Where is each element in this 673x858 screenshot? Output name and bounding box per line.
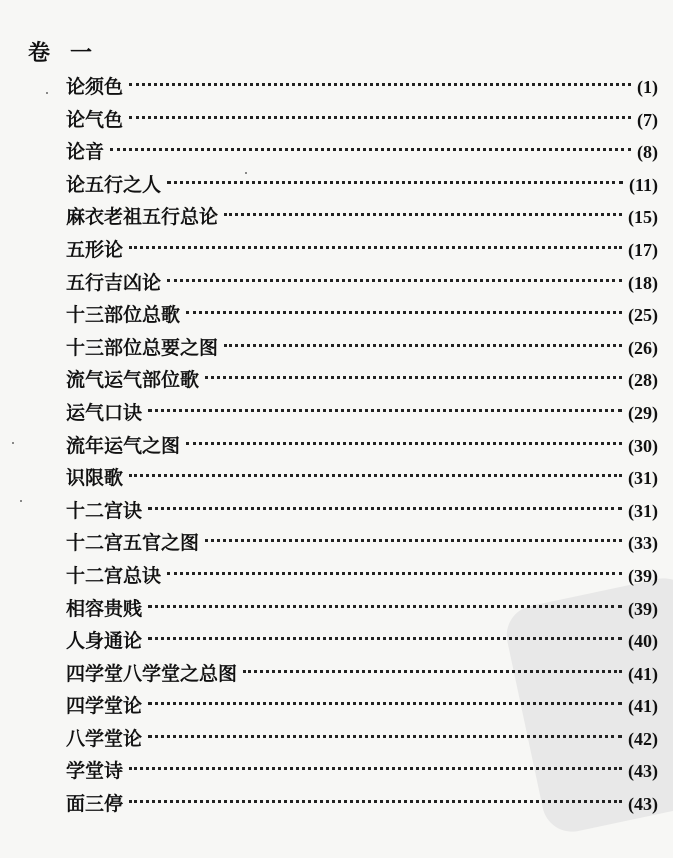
toc-entry-title: 十二宫五官之图	[66, 532, 200, 555]
toc-entry[interactable]	[66, 299, 658, 332]
toc-entry-page: (39)	[628, 598, 658, 619]
dot-leader	[224, 213, 622, 216]
toc-entry[interactable]	[66, 364, 658, 397]
toc-entry-title: 十二宫总诀	[66, 564, 162, 587]
dot-leader	[205, 539, 622, 542]
toc-entry-page: (29)	[628, 402, 658, 423]
toc-entry-title: 四学堂论	[66, 695, 143, 718]
toc-entry-title: 流气运气部位歌	[66, 369, 200, 392]
toc-entry-title: 论五行之人	[66, 173, 162, 196]
dot-leader	[129, 800, 622, 803]
dot-leader	[148, 409, 622, 412]
toc-entry-title: 学堂诗	[66, 760, 124, 783]
toc-entry-page: (11)	[629, 174, 658, 195]
toc-entry-page: (43)	[628, 794, 658, 815]
toc-entry-page: (31)	[628, 500, 658, 521]
toc-entry[interactable]	[66, 527, 658, 560]
toc-entry-page: (40)	[628, 631, 658, 652]
toc-entry[interactable]	[66, 462, 658, 495]
dot-leader	[148, 507, 622, 510]
dot-leader	[148, 605, 622, 608]
toc-entry-title: 五行吉凶论	[66, 271, 162, 294]
toc-entry[interactable]	[66, 267, 658, 300]
dot-leader	[186, 442, 622, 445]
toc-entry-title: 相容贵贱	[66, 597, 143, 620]
toc-entry-page: (17)	[628, 239, 658, 260]
dot-leader	[243, 670, 622, 673]
toc-entry[interactable]	[66, 658, 658, 691]
toc-entry[interactable]	[66, 397, 658, 430]
toc-entry[interactable]	[66, 234, 658, 267]
toc-entry-title: 运气口诀	[66, 401, 143, 424]
toc-entry[interactable]	[66, 430, 658, 463]
toc-entry-page: (18)	[628, 272, 658, 293]
toc-entry[interactable]	[66, 71, 658, 104]
toc-entry-title: 人身通论	[66, 630, 143, 653]
toc-entry-title: 十二宫诀	[66, 499, 143, 522]
dot-leader	[167, 572, 622, 575]
toc-entry-page: (33)	[628, 533, 658, 554]
toc-entry-page: (8)	[637, 142, 658, 163]
toc-entry-title: 八学堂论	[66, 727, 143, 750]
toc-entry-page: (26)	[628, 337, 658, 358]
toc-entry-page: (41)	[628, 663, 658, 684]
dot-leader	[186, 311, 622, 314]
volume-heading	[28, 36, 94, 67]
scan-speck	[46, 92, 48, 94]
toc-entry[interactable]	[66, 593, 658, 626]
toc-entry[interactable]	[66, 690, 658, 723]
toc-entry-page: (30)	[628, 435, 658, 456]
dot-leader	[224, 344, 622, 347]
toc-entry-title: 十三部位总要之图	[66, 336, 219, 359]
toc-entry-page: (1)	[637, 77, 658, 97]
dot-leader	[205, 376, 622, 379]
toc-entry-title: 麻衣老祖五行总论	[66, 206, 219, 229]
toc-entry[interactable]	[66, 723, 658, 756]
toc-entry[interactable]	[66, 201, 658, 234]
dot-leader	[148, 735, 622, 738]
toc-entry-page: (42)	[628, 728, 658, 749]
dot-leader	[110, 148, 631, 151]
toc-entry-page: (41)	[628, 696, 658, 717]
scan-speck	[20, 500, 22, 502]
toc-entry[interactable]	[66, 332, 658, 365]
dot-leader	[148, 702, 622, 705]
toc-entry[interactable]	[66, 560, 658, 593]
toc-entry-title: 十三部位总歌	[66, 304, 181, 327]
toc-entry-page: (7)	[637, 109, 658, 130]
toc-entry-title: 论音	[66, 141, 105, 164]
toc-entry-title: 识限歌	[66, 467, 124, 490]
toc-entry[interactable]	[66, 104, 658, 137]
toc-entry-page: (28)	[628, 370, 658, 391]
toc-entry-page: (25)	[628, 305, 658, 326]
dot-leader	[129, 474, 622, 477]
toc-entry[interactable]	[66, 495, 658, 528]
toc-entry-page: (31)	[628, 468, 658, 489]
toc-entry-title: 五形论	[66, 238, 124, 261]
toc-entry-title: 论气色	[66, 108, 124, 131]
dot-leader	[148, 637, 622, 640]
toc-entry-page: (15)	[628, 207, 658, 228]
dot-leader	[129, 767, 622, 770]
toc-entry[interactable]	[66, 136, 658, 169]
dot-leader	[167, 181, 623, 184]
dot-leader	[129, 83, 631, 86]
dot-leader	[129, 246, 622, 249]
scan-speck	[12, 442, 14, 444]
toc-entry-page: (39)	[628, 565, 658, 586]
volume-label: 卷	[28, 40, 53, 66]
toc-entry-title: 流年运气之图	[66, 434, 181, 457]
dot-leader	[167, 279, 622, 282]
toc-entry[interactable]	[66, 169, 658, 202]
toc-entry-title: 面三停	[66, 793, 124, 816]
toc-entry[interactable]	[66, 625, 658, 658]
toc-entry[interactable]	[66, 788, 658, 821]
table-of-contents	[66, 71, 658, 821]
dot-leader	[129, 116, 631, 119]
toc-entry-title: 论须色	[66, 76, 124, 98]
volume-number: 一	[70, 40, 95, 66]
toc-entry-page: (43)	[628, 761, 658, 782]
toc-entry-title: 四学堂八学堂之总图	[66, 662, 238, 685]
toc-entry[interactable]	[66, 755, 658, 788]
